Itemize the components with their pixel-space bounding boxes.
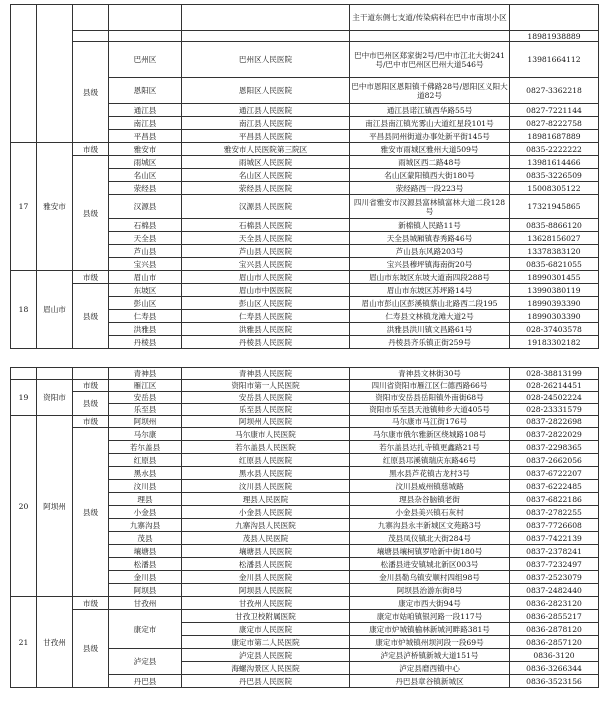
hospital-cell: 黑水县人民医院 [182, 467, 350, 480]
phone-cell: 15008305122 [510, 182, 599, 195]
county-cell: 芦山县 [109, 245, 182, 258]
group-number [11, 368, 37, 380]
address-cell [350, 31, 510, 42]
county-cell [109, 31, 182, 42]
hospital-cell: 康定市第二人民医院 [182, 636, 350, 649]
county-cell: 若尔盖县 [109, 441, 182, 454]
hospital-cell: 天全县人民医院 [182, 232, 350, 245]
address-cell: 康定市西大街94号 [350, 597, 510, 610]
phone-cell: 0837-7232497 [510, 558, 599, 571]
address-cell: 马尔康市马江街176号 [350, 416, 510, 428]
phone-cell: 0835-6821055 [510, 258, 599, 271]
hospital-cell: 眉山市中医医院 [182, 284, 350, 297]
phone-cell: 0837-2822029 [510, 428, 599, 441]
address-cell: 仁寿县文林镇龙滩大道2号 [350, 310, 510, 323]
county-cell: 理县 [109, 493, 182, 506]
table-row [11, 416, 599, 428]
group-city [37, 5, 73, 143]
page-gap [0, 353, 608, 365]
address-cell: 宝兴县穆坪镇海南街20号 [350, 258, 510, 271]
address-cell: 洪雅县洪川镇文昌路61号 [350, 323, 510, 336]
hospital-cell: 乐至县人民医院 [182, 404, 350, 416]
county-cell: 金川县 [109, 571, 182, 584]
county-cell: 汶川县 [109, 480, 182, 493]
hospital-cell: 洪雅县人民医院 [182, 323, 350, 336]
address-cell: 康定市炉城镇榆林新城河畔路381号 [350, 623, 510, 636]
address-cell: 丹巴县章谷镇新城区 [350, 675, 510, 688]
address-cell: 平昌县同州街道办事处新平街145号 [350, 130, 510, 143]
hospital-cell: 雨城区人民医院 [182, 156, 350, 169]
hospital-cell: 金川县人民医院 [182, 571, 350, 584]
county-cell: 东坡区 [109, 284, 182, 297]
hospital-cell: 汶川县人民医院 [182, 480, 350, 493]
address-cell: 黑水县芦花镇古龙村3号 [350, 467, 510, 480]
hospital-cell: 眉山市人民医院 [182, 271, 350, 284]
phone-cell: 18981938889 [510, 31, 599, 42]
level-cell: 县级 [73, 42, 109, 143]
phone-cell: 18981687889 [510, 130, 599, 143]
county-cell: 洪雅县 [109, 323, 182, 336]
address-cell: 金川县勒乌镇安顺村四组98号 [350, 571, 510, 584]
phone-cell: 0836-3120 [510, 649, 599, 662]
address-cell: 主干道东侧七支道/传染病科在巴中市南坝小区 [350, 5, 510, 31]
phone-cell: 0837-2298365 [510, 441, 599, 454]
phone-cell: 13990380119 [510, 284, 599, 297]
hospital-cell: 通江县人民医院 [182, 104, 350, 117]
county-cell: 彭山区 [109, 297, 182, 310]
address-cell: 雨城区西二路48号 [350, 156, 510, 169]
county-cell: 小金县 [109, 506, 182, 519]
hospital-cell: 松潘县人民医院 [182, 558, 350, 571]
level-cell: 市级 [73, 271, 109, 284]
hospital-cell [182, 31, 350, 42]
group-city [37, 368, 73, 380]
phone-cell: 0837-6722207 [510, 467, 599, 480]
hospital-cell: 马尔康市人民医院 [182, 428, 350, 441]
county-cell: 眉山市 [109, 271, 182, 284]
group-number [11, 5, 37, 143]
county-cell: 巴州区 [109, 42, 182, 78]
phone-cell: 13981614466 [510, 156, 599, 169]
county-cell: 丹巴县 [109, 675, 182, 688]
address-cell: 阿坝县治游东街8号 [350, 584, 510, 597]
hospital-cell: 红原县人民医院 [182, 454, 350, 467]
phone-cell: 0836-2823120 [510, 597, 599, 610]
hospital-cell: 阿坝州人民医院 [182, 416, 350, 428]
hospital-cell: 康定市人民医院 [182, 623, 350, 636]
phone-cell: 0837-2523079 [510, 571, 599, 584]
hospital-cell: 汉源县人民医院 [182, 195, 350, 219]
phone-cell: 0836-2878120 [510, 623, 599, 636]
address-cell: 马尔康市俄尔雅新区绕城路108号 [350, 428, 510, 441]
address-cell: 茂县凤仪镇北大街284号 [350, 532, 510, 545]
county-cell: 甘孜州 [109, 597, 182, 610]
address-cell: 康定市炉城镇州坝河段一段69号 [350, 636, 510, 649]
table-row [11, 392, 599, 404]
address-cell: 壤塘县壤柯镇罗哈新中街180号 [350, 545, 510, 558]
address-cell: 红原县邛溪镇瑞庆东路46号 [350, 454, 510, 467]
county-cell: 恩阳区 [109, 78, 182, 104]
address-cell: 南江县南江镇光雾山大道红星段101号 [350, 117, 510, 130]
phone-cell: 028-24502224 [510, 392, 599, 404]
hospital-cell: 荥经县人民医院 [182, 182, 350, 195]
level-cell: 市级 [73, 380, 109, 392]
phone-cell: 19183302182 [510, 336, 599, 349]
hospital-cell: 平昌县人民医院 [182, 130, 350, 143]
address-cell: 名山区蒙阳镇西大街180号 [350, 169, 510, 182]
phone-cell: 0835-3226509 [510, 169, 599, 182]
phone-cell: 0837-2482440 [510, 584, 599, 597]
hospital-cell: 雅安市人民医院第三院区 [182, 143, 350, 156]
level-cell: 县级 [73, 284, 109, 349]
county-cell: 乐至县 [109, 404, 182, 416]
level-cell [73, 31, 109, 42]
address-cell: 康定市姑咱镇银河路一段117号 [350, 610, 510, 623]
table-row [11, 597, 599, 610]
county-cell: 丹棱县 [109, 336, 182, 349]
county-cell: 雅安市 [109, 143, 182, 156]
hospital-cell: 石棉县人民医院 [182, 219, 350, 232]
county-cell: 马尔康 [109, 428, 182, 441]
hospital-cell: 安岳县人民医院 [182, 392, 350, 404]
table-row [11, 428, 599, 441]
table-row [11, 380, 599, 392]
table-row [11, 284, 599, 297]
hospital-cell: 海螺沟景区人民医院 [182, 662, 350, 675]
address-cell: 通江县诺江镇西华路55号 [350, 104, 510, 117]
county-cell: 荥经县 [109, 182, 182, 195]
level-cell: 县级 [73, 392, 109, 416]
level-cell [73, 368, 109, 380]
group-city: 甘孜州 [37, 597, 73, 688]
address-cell: 泸定县磨西镇中心 [350, 662, 510, 675]
phone-cell: 18990301455 [510, 271, 599, 284]
group-number: 21 [11, 597, 37, 688]
county-cell: 名山区 [109, 169, 182, 182]
phone-cell: 0836-2855217 [510, 610, 599, 623]
address-cell: 若尔盖县达扎寺镇更鑫路21号 [350, 441, 510, 454]
address-cell: 小金县美兴镇石灰村 [350, 506, 510, 519]
phone-cell: 0837-2822698 [510, 416, 599, 428]
phone-cell: 028-23331579 [510, 404, 599, 416]
county-cell: 汉源县 [109, 195, 182, 219]
level-cell: 市级 [73, 416, 109, 428]
county-cell: 平昌县 [109, 130, 182, 143]
hospital-cell: 名山区人民医院 [182, 169, 350, 182]
county-cell: 雨城区 [109, 156, 182, 169]
county-cell: 阿坝州 [109, 416, 182, 428]
hospital-cell: 巴州区人民医院 [182, 42, 350, 78]
table-row [11, 610, 599, 623]
hospital-cell: 泸定县人民医院 [182, 649, 350, 662]
hospital-cell: 丹巴县人民医院 [182, 675, 350, 688]
table-row [11, 368, 599, 380]
hospital-cell: 南江县人民医院 [182, 117, 350, 130]
phone-cell: 0837-6222485 [510, 480, 599, 493]
county-cell: 黑水县 [109, 467, 182, 480]
address-cell: 四川省雅安市汉源县富林镇富林大道二段128号 [350, 195, 510, 219]
hospital-cell: 壤塘县人民医院 [182, 545, 350, 558]
address-cell: 青神县文林街30号 [350, 368, 510, 380]
hospital-cell: 小金县人民医院 [182, 506, 350, 519]
table-row [11, 271, 599, 284]
hospital-cell: 彭山区人民医院 [182, 297, 350, 310]
address-cell: 理县杂谷脑镇老街 [350, 493, 510, 506]
table-row [11, 143, 599, 156]
phone-cell: 0827-7221144 [510, 104, 599, 117]
county-cell: 红原县 [109, 454, 182, 467]
address-cell: 汶川县威州镇慈城路 [350, 480, 510, 493]
phone-cell: 0836-3266344 [510, 662, 599, 675]
table-row [11, 42, 599, 78]
county-cell: 青神县 [109, 368, 182, 380]
group-city: 眉山市 [37, 271, 73, 349]
hospital-cell: 芦山县人民医院 [182, 245, 350, 258]
address-cell: 松潘县进安镇城北新区003号 [350, 558, 510, 571]
address-cell: 巴中市恩阳区恩阳镇千佛路28号/恩阳区义阳大道82号 [350, 78, 510, 104]
phone-cell: 13628156027 [510, 232, 599, 245]
address-cell: 四川省资阳市雁江区仁德西路66号 [350, 380, 510, 392]
address-cell: 荥经路西一段223号 [350, 182, 510, 195]
phone-cell: 0837-6822186 [510, 493, 599, 506]
group-city: 资阳市 [37, 380, 73, 416]
phone-cell: 18990393390 [510, 297, 599, 310]
phone-cell: 0835-8866120 [510, 219, 599, 232]
hospital-table-sheet2 [10, 367, 599, 688]
phone-cell: 028-37403578 [510, 323, 599, 336]
group-city: 雅安市 [37, 143, 73, 271]
county-cell: 安岳县 [109, 392, 182, 404]
county-cell: 仁寿县 [109, 310, 182, 323]
hospital-cell: 宝兴县人民医院 [182, 258, 350, 271]
phone-cell: 0835-2222222 [510, 143, 599, 156]
address-cell: 眉山市东坡区苏坪路14号 [350, 284, 510, 297]
group-city: 阿坝州 [37, 416, 73, 597]
address-cell: 天全县城厢镇春秀路46号 [350, 232, 510, 245]
hospital-cell: 恩阳区人民医院 [182, 78, 350, 104]
hospital-cell: 九寨沟县人民医院 [182, 519, 350, 532]
hospital-cell: 若尔盖县人民医院 [182, 441, 350, 454]
county-cell: 茂县 [109, 532, 182, 545]
hospital-cell: 理县人民医院 [182, 493, 350, 506]
hospital-cell [182, 5, 350, 31]
table-row [11, 31, 599, 42]
hospital-cell: 阿坝县人民医院 [182, 584, 350, 597]
county-cell [109, 5, 182, 31]
address-cell: 资阳市安岳县岳阳镇外南街68号 [350, 392, 510, 404]
address-cell: 泸定县泸桥镇新城大道151号 [350, 649, 510, 662]
phone-cell [510, 5, 599, 31]
level-cell: 市级 [73, 143, 109, 156]
address-cell: 九寨沟县永丰新城区文苑路3号 [350, 519, 510, 532]
hospital-table-sheet1 [10, 4, 599, 349]
phone-cell: 13378383120 [510, 245, 599, 258]
phone-cell: 0837-2782255 [510, 506, 599, 519]
county-cell: 九寨沟县 [109, 519, 182, 532]
level-cell [73, 5, 109, 31]
table-row [11, 156, 599, 169]
phone-cell: 0836-2857120 [510, 636, 599, 649]
hospital-cell: 甘孜州人民医院 [182, 597, 350, 610]
county-cell: 雁江区 [109, 380, 182, 392]
county-cell: 宝兴县 [109, 258, 182, 271]
level-cell: 县级 [73, 156, 109, 271]
address-cell: 眉山市东坡区东坡大道南四段288号 [350, 271, 510, 284]
level-cell: 县级 [73, 610, 109, 688]
phone-cell: 0827-8222758 [510, 117, 599, 130]
hospital-cell: 茂县人民医院 [182, 532, 350, 545]
county-cell: 阿坝县 [109, 584, 182, 597]
group-number: 19 [11, 380, 37, 416]
phone-cell: 13981664112 [510, 42, 599, 78]
hospital-cell: 青神县人民医院 [182, 368, 350, 380]
hospital-cell: 仁寿县人民医院 [182, 310, 350, 323]
table-row [11, 5, 599, 31]
phone-cell: 18990303390 [510, 310, 599, 323]
phone-cell: 028-26214451 [510, 380, 599, 392]
county-cell: 通江县 [109, 104, 182, 117]
phone-cell: 0837-2378241 [510, 545, 599, 558]
address-cell: 眉山市彭山区彭溪镇蔡山北路西二段195 [350, 297, 510, 310]
phone-cell: 0837-7726608 [510, 519, 599, 532]
phone-cell: 028-38813199 [510, 368, 599, 380]
phone-cell: 17321945865 [510, 195, 599, 219]
county-cell: 天全县 [109, 232, 182, 245]
address-cell: 巴中市巴州区郑家街2号/巴中市江北大街241号/巴中市巴州区巴州大道546号 [350, 42, 510, 78]
address-cell: 雅安市雨城区雅州大道509号 [350, 143, 510, 156]
county-cell: 泸定县 [109, 649, 182, 675]
hospital-cell: 丹棱县人民医院 [182, 336, 350, 349]
address-cell: 资阳市乐至县天池镇帅乡大道405号 [350, 404, 510, 416]
hospital-cell: 资阳市第一人民医院 [182, 380, 350, 392]
group-number: 17 [11, 143, 37, 271]
phone-cell: 0837-2662056 [510, 454, 599, 467]
phone-cell: 0837-7422139 [510, 532, 599, 545]
level-cell: 县级 [73, 428, 109, 597]
county-cell: 壤塘县 [109, 545, 182, 558]
county-cell: 康定市 [109, 610, 182, 649]
group-number: 18 [11, 271, 37, 349]
address-cell: 新棉镇人民路11号 [350, 219, 510, 232]
phone-cell: 0827-3362218 [510, 78, 599, 104]
level-cell: 市级 [73, 597, 109, 610]
hospital-cell: 甘孜卫校附属医院 [182, 610, 350, 623]
address-cell: 丹棱县齐乐镇正街259号 [350, 336, 510, 349]
county-cell: 松潘县 [109, 558, 182, 571]
group-number: 20 [11, 416, 37, 597]
county-cell: 石棉县 [109, 219, 182, 232]
address-cell: 芦山县东风路203号 [350, 245, 510, 258]
phone-cell: 0836-3523156 [510, 675, 599, 688]
county-cell: 南江县 [109, 117, 182, 130]
